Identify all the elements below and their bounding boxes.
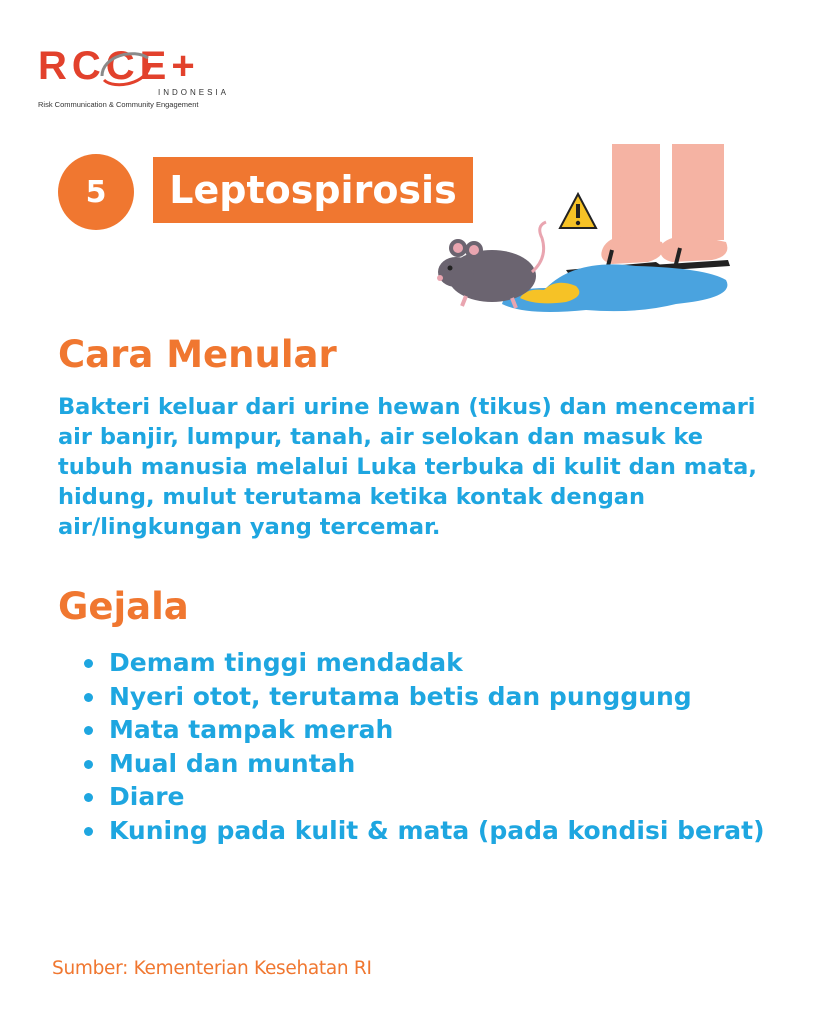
list-item: Mual dan muntah xyxy=(82,747,802,781)
warning-icon xyxy=(560,194,596,228)
bullet-icon xyxy=(84,760,93,769)
list-item: Kuning pada kulit & mata (pada kondisi berat) xyxy=(82,814,802,848)
source-note: Sumber: Kementerian Kesehatan RI xyxy=(52,958,372,979)
list-item: Mata tampak merah xyxy=(82,713,802,747)
bullet-icon xyxy=(84,827,93,836)
rcce-logo xyxy=(38,40,238,112)
bullet-icon xyxy=(84,793,93,802)
gejala-heading: Gejala xyxy=(58,585,189,628)
logo-country: INDONESIA xyxy=(158,88,230,97)
bullet-icon xyxy=(84,693,93,702)
logo-wordmark: RCCE+ xyxy=(38,44,200,88)
cara-menular-text: Bakteri keluar dari urine hewan (tikus) dan mencemari air banjir, lumpur, tanah, air selokan dan masuk ke tubuh manusia melalui Luka terbuka di kulit dan mata, hidung, mulut terutama ketika kontak dengan air/lingkungan yang tercemar. xyxy=(58,394,757,540)
symptom-list xyxy=(82,646,802,847)
feet-sandals-illustration xyxy=(566,144,730,276)
list-item: Diare xyxy=(82,780,802,814)
list-item: Nyeri otot, terutama betis dan punggung xyxy=(82,680,802,714)
list-item: Demam tinggi mendadak xyxy=(82,646,802,680)
puddle-illustration xyxy=(502,264,727,312)
page-title: Leptospirosis xyxy=(153,157,473,223)
logo-ring-icon xyxy=(94,46,158,90)
bullet-icon xyxy=(84,726,93,735)
rat-and-feet-illustration xyxy=(436,138,736,318)
cara-menular-heading: Cara Menular xyxy=(58,333,337,376)
section-number-badge: 5 xyxy=(58,154,134,230)
bullet-icon xyxy=(84,659,93,668)
logo-tagline: Risk Communication & Community Engagement xyxy=(38,100,199,109)
